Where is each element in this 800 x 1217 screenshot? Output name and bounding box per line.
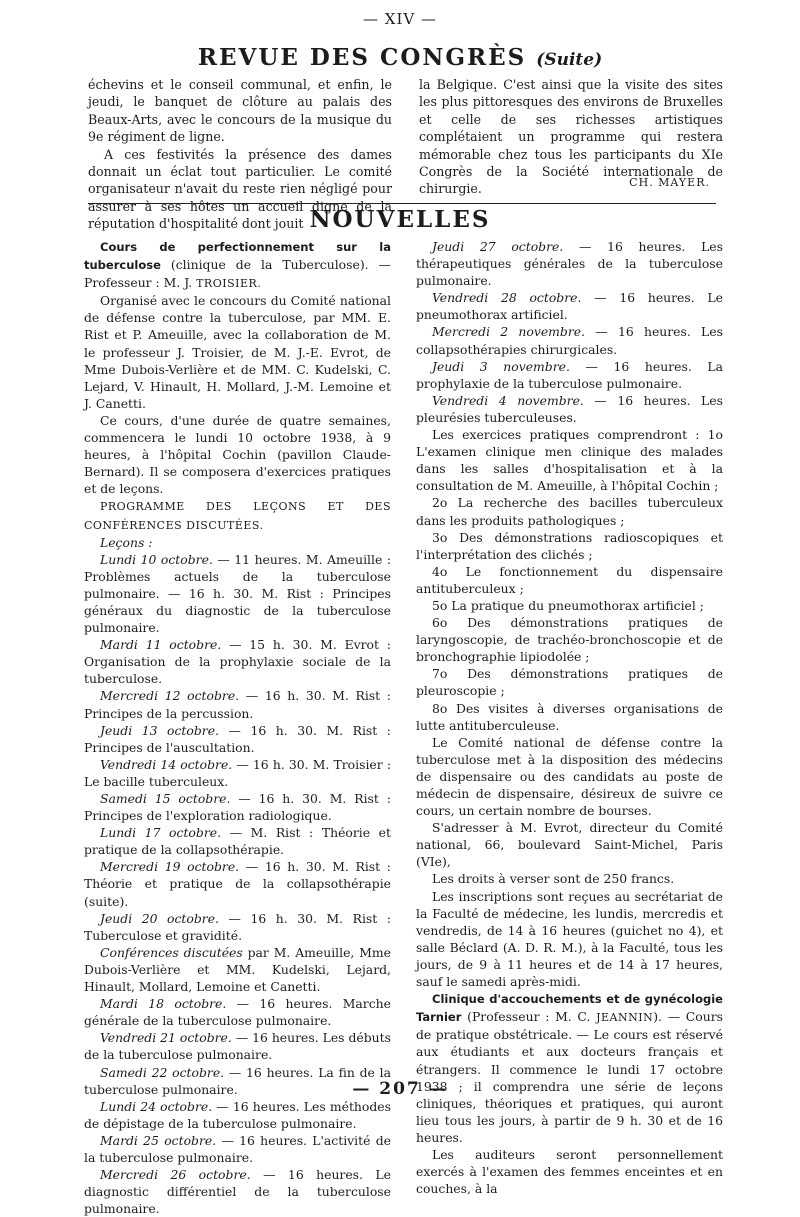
entry-date: Mardi 11 octobre. — [100, 637, 222, 653]
entry-date: Mercredi 12 octobre. — [100, 688, 240, 704]
entry-date: Mardi 18 octobre. — [100, 996, 227, 1012]
entry-date: Mercredi 26 octobre. — [100, 1167, 251, 1183]
entry-date: Jeudi 3 novembre. — [432, 358, 570, 374]
entry-text: — 16 h. 30. M. Troisier : Le bacille tuberculeux. — [84, 756, 391, 789]
paragraph-text: 7o Des démonstrations pratiques de pleuroscopie ; — [416, 666, 723, 699]
entry-date: Vendredi 21 octobre. — [100, 1030, 232, 1046]
program-heading-text: PROGRAMME DES LEÇONS ET DES CONFÉRENCES DISCUTÉES. — [84, 500, 391, 532]
entry-text: — 16 heures. Les collapsothérapies chirurgicales. — [416, 324, 723, 357]
entry-text: — 16 heures. L'activité de la tuberculose pulmonaire. — [84, 1132, 391, 1165]
entry-text: — 16 heures. Marche générale de la tuberculose pulmonaire. — [84, 996, 391, 1029]
program-entry — [416, 358, 723, 392]
entry-date: Mercredi 19 octobre. — [100, 859, 240, 875]
paragraph-text: Les inscriptions sont reçues au secrétariat de la Faculté de médecine, les lundis, mercredis et vendredis, de 14 à 16 heures (guichet no 4), et salle Béclard (A. D. R. M.), à la Faculté, tous les jours, de 9 à 11 heures et de 14 à 17 heures, sauf le samedi après-midi. — [416, 888, 723, 990]
entry-date: Jeudi 27 octobre. — [432, 239, 564, 254]
paragraph-text: 5o La pratique du pneumothorax artificiel ; — [432, 597, 704, 613]
entry-text: — 16 heures. La fin de la tuberculose pulmonaire. — [84, 1064, 391, 1097]
paragraph — [416, 665, 723, 699]
news-item-title: Clinique d'accouchements et de gynécologie Tarnier — [416, 992, 723, 1025]
professor-name: JEANNIN — [596, 1011, 654, 1025]
news-item-intro: (clinique de la Tuberculose). — Professeur : M. J. — [84, 257, 391, 291]
entry-date: Mercredi 2 novembre. — [432, 324, 586, 340]
program-entry — [84, 1029, 391, 1063]
entry-date: Lundi 24 octobre. — [100, 1098, 213, 1114]
paragraph-text: Le Comité national de défense contre la tuberculose met à la disposition des médecins de dispensaire ou des candidats au poste de médecin de dispensaire, désireux de suivre ce cours, un certain nombre de bourses. — [416, 734, 723, 819]
entry-date: Jeudi 20 octobre. — [100, 910, 219, 926]
entry-date: Mardi 25 octobre. — [100, 1132, 217, 1148]
paragraph — [416, 888, 723, 991]
entry-date: Jeudi 13 octobre. — [100, 722, 219, 738]
entry-text: — M. Rist : Théorie et pratique de la collapsothérapie. — [84, 825, 391, 858]
entry-text: — 16 h. 30. M. Rist : Principes de la percussion. — [84, 688, 391, 721]
paragraph — [416, 529, 723, 563]
program-entry — [84, 687, 391, 721]
paragraph-text: S'adresser à M. Evrot, directeur du Comité national, 66, boulevard Saint-Michel, Paris (VIe), — [416, 820, 723, 870]
entry-text: — 11 heures. M. Ameuille : Problèmes actuels de la tuberculose pulmonaire. — 16 h. 30. M. Rist : Principes généraux du diagnostic de la tuberculose pulmonaire. — [84, 551, 391, 636]
program-entry — [84, 1166, 391, 1217]
paragraph — [416, 494, 723, 528]
congres-paragraph: A ces festivités la présence des dames donnait un éclat tout particulier. Le comité organisateur n'avait du reste rien négligé pour assurer à ses hôtes un accueil digne de la réputation d'hospitalité dont jouit — [88, 146, 392, 232]
paragraph — [416, 426, 723, 494]
entry-date: Lundi 17 octobre. — [100, 825, 222, 841]
program-entry — [416, 323, 723, 357]
program-entry — [416, 392, 723, 426]
program-entry — [84, 722, 391, 756]
program-entry — [84, 1132, 391, 1166]
paragraph — [84, 412, 391, 497]
nouvelles-left-column — [84, 238, 391, 1217]
entry-date: Samedi 15 octobre. — [100, 791, 231, 806]
news-item-intro: (Professeur : M. C. — [461, 1009, 597, 1025]
paragraph-text: 2o La recherche des bacilles tuberculeux dans les produits pathologiques ; — [416, 495, 723, 528]
section-divider — [88, 203, 716, 204]
paragraph-text: Les exercices pratiques comprendront : 1o L'examen clinique men clinique des malades dans les salles d'hospitalisation et à la consultation de M. Ameuille, à l'hôpital Cochin ; — [416, 427, 723, 494]
subheading — [84, 534, 391, 551]
paragraph — [416, 597, 723, 614]
paragraph-text: 4o Le fonctionnement du dispensaire antituberculeux ; — [416, 563, 723, 596]
program-entry — [84, 944, 391, 995]
program-entry — [84, 1098, 391, 1132]
paragraph — [416, 819, 723, 870]
paragraph — [416, 563, 723, 597]
entry-text: — 16 heures. Le diagnostic différentiel de la tuberculose pulmonaire. — [84, 1167, 391, 1217]
entry-text: — 16 h. 30. M. Rist : Principes de l'exploration radiologique. — [84, 791, 391, 824]
program-entry — [416, 289, 723, 323]
program-entry — [84, 824, 391, 858]
section-title: NOUVELLES — [309, 206, 491, 233]
news-item-text: ). — Cours de pratique obstétricale. — Le cours est réservé aux étudiants et aux docteurs français et étrangers. Il commence le lundi 17 octobre 1938 ; il comprendra une série de leçons cliniques, théoriques et pratiques, qui auront lieu tous les jours, à partir de 9 h. 30 et de 16 heures. — [416, 1009, 723, 1145]
program-entry — [84, 636, 391, 687]
nouvelles-right-column — [416, 238, 723, 1197]
author-signature: CH. MAYER. — [629, 176, 710, 189]
entry-date: Conférences discutées — [100, 944, 243, 960]
entry-text: — 16 heures. Les débuts de la tuberculose pulmonaire. — [84, 1030, 391, 1063]
paragraph-text: Ce cours, d'une durée de quatre semaines, commencera le lundi 10 octobre 1938, à 9 heures, à l'hôpital Cochin (pavillon Claude-Bernard). Il se composera d'exercices pratiques et de leçons. — [84, 412, 391, 497]
paragraph-text: 3o Des démonstrations radioscopiques et l'interprétation des clichés ; — [416, 529, 723, 562]
program-entry — [84, 910, 391, 944]
running-head — [0, 44, 800, 71]
news-item-title: Cours de perfectionnement sur la tuberculose — [84, 240, 391, 273]
entry-text: — 16 h. 30. M. Rist : Tuberculose et gravidité. — [84, 910, 391, 943]
program-heading — [84, 497, 391, 533]
entry-text: — 16 heures. Le pneumothorax artificiel. — [416, 290, 723, 323]
running-head-suite: (Suite) — [536, 50, 603, 70]
entry-text: — 16 h. 30. M. Rist : Théorie et pratique de la collapsothérapie (suite). — [84, 859, 391, 909]
entry-text: — 16 heures. Les thérapeutiques générales de la tuberculose pulmonaire. — [416, 239, 723, 289]
congres-paragraph: échevins et le conseil communal, et enfin, le jeudi, le banquet de clôture au palais des Beaux-Arts, avec le concours de la musique du 9e régiment de ligne. — [88, 77, 392, 145]
running-head-title: REVUE DES CONGRÈS — [197, 44, 527, 71]
roman-folio: — XIV — — [363, 10, 437, 28]
subheading-text: Leçons : — [100, 534, 153, 550]
paragraph-text: 8o Des visites à diverses organisations de lutte antituberculeuse. — [416, 700, 723, 733]
entry-date: Samedi 22 octobre. — [100, 1064, 225, 1080]
entry-date: Vendredi 14 octobre. — [100, 756, 233, 772]
page-number: — 207 — — [352, 1079, 448, 1099]
congres-paragraph: la Belgique. C'est ainsi que la visite des sites les plus pittoresques des environs de Bruxelles et celle de ses richesses artistiques complétaient un programme qui restera mémorable chez tous les participants du XIe Congrès de la Société internationale de chirurgie. — [419, 77, 723, 197]
entry-text: par M. Ameuille, Mme Dubois-Verlière et MM. Kudelski, Lejard, Hinault, Mollard, Lemoine et Canetti. — [84, 944, 391, 995]
news-item-heading — [84, 238, 391, 292]
program-entry — [84, 551, 391, 636]
program-entry — [84, 756, 391, 790]
program-entry — [84, 995, 391, 1029]
paragraph — [416, 870, 723, 887]
program-entry — [416, 238, 723, 289]
paragraph-text: Les droits à verser sont de 250 francs. — [432, 871, 675, 887]
entry-text: — 15 h. 30. M. Evrot : Organisation de la prophylaxie sociale de la tuberculose. — [84, 637, 391, 687]
entry-text: — 16 heures. Les méthodes de dépistage de la tuberculose pulmonaire. — [84, 1098, 391, 1131]
paragraph — [84, 292, 391, 412]
entry-date: Vendredi 4 novembre. — [432, 392, 584, 408]
entry-date: Lundi 10 octobre. — [100, 551, 213, 567]
news-item-heading — [416, 990, 723, 1146]
paragraph — [416, 1146, 723, 1197]
paragraph-text: Les auditeurs seront personnellement exercés à l'examen des femmes enceintes et en couches, à la — [416, 1146, 723, 1197]
entry-text: — 16 h. 30. M. Rist : Principes de l'auscultation. — [84, 722, 391, 755]
paragraph — [416, 700, 723, 734]
entry-date: Vendredi 28 octobre. — [432, 290, 582, 306]
entry-text: — 16 heures. Les pleurésies tuberculeuses. — [416, 392, 723, 425]
paragraph-text: 6o Des démonstrations pratiques de laryngoscopie, de trachéo-bronchoscopie et de bronchographie lipiodolée ; — [416, 615, 723, 665]
program-entry — [84, 790, 391, 824]
program-entry — [84, 858, 391, 909]
professor-name: TROISIER. — [196, 277, 262, 291]
paragraph — [416, 734, 723, 819]
paragraph-text: Organisé avec le concours du Comité national de défense contre la tuberculose, par MM. E. Rist et P. Ameuille, avec la collaboration de M. le professeur J. Troisier, de M. J.-E. Evrot, de Mme Dubois-Verlière et de MM. C. Kudelski, C. Lejard, V. Hinault, H. Mollard, J.-M. Lemoine et J. Canetti. — [84, 293, 391, 411]
entry-text: — 16 heures. La prophylaxie de la tuberculose pulmonaire. — [416, 358, 723, 391]
paragraph — [416, 614, 723, 665]
